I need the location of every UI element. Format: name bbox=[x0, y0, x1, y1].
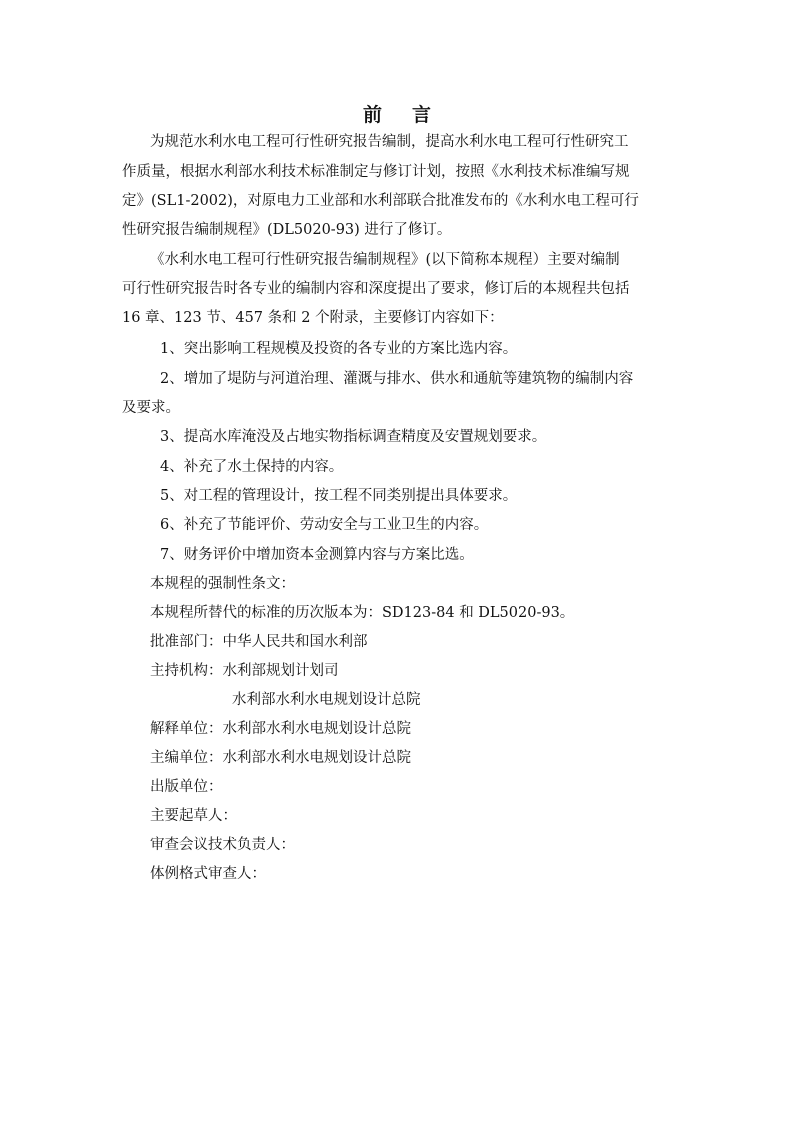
host-org-2: 水利部水利水电规划设计总院 bbox=[232, 692, 421, 708]
para1-line-1: 为规范水利水电工程可行性研究报告编制，提高水利水电工程可行性研究工 bbox=[150, 134, 629, 150]
mandatory-clauses: 本规程的强制性条文： bbox=[150, 576, 295, 592]
title-char-2: 言 bbox=[412, 104, 432, 126]
main-drafters: 主要起草人： bbox=[150, 808, 237, 824]
list-item-2-cont: 及要求。 bbox=[122, 400, 180, 416]
page-title bbox=[0, 100, 794, 127]
host-org: 主持机构：水利部规划计划司 bbox=[150, 663, 339, 679]
interpret-unit: 解释单位：水利部水利水电规划设计总院 bbox=[150, 721, 411, 737]
editor-unit: 主编单位：水利部水利水电规划设计总院 bbox=[150, 750, 411, 766]
list-item-5: 5、对工程的管理设计，按工程不同类别提出具体要求。 bbox=[160, 488, 518, 504]
para1-line-3: 定》(SL1-2002)，对原电力工业部和水利部联合批准发布的《水利水电工程可行 bbox=[122, 193, 639, 209]
para1-line-2: 作质量，根据水利部水利技术标准制定与修订计划，按照《水利技术标准编写规 bbox=[122, 164, 630, 180]
replaced-versions: 本规程所替代的标准的历次版本为：SD123-84 和 DL5020-93。 bbox=[150, 605, 575, 621]
list-item-3: 3、提高水库淹没及占地实物指标调查精度及安置规划要求。 bbox=[160, 429, 547, 445]
title-char-1: 前 bbox=[362, 104, 382, 126]
para2-line-1: 《水利水电工程可行性研究报告编制规程》(以下简称本规程）主要对编制 bbox=[150, 252, 620, 268]
list-item-4: 4、补充了水土保持的内容。 bbox=[160, 459, 344, 475]
format-reviewer: 体例格式审查人： bbox=[150, 866, 266, 882]
para1-line-4: 性研究报告编制规程》(DL5020-93) 进行了修订。 bbox=[122, 222, 452, 238]
list-item-6: 6、补充了节能评价、劳动安全与工业卫生的内容。 bbox=[160, 517, 489, 533]
para2-line-3: 16 章、123 节、457 条和 2 个附录，主要修订内容如下： bbox=[122, 310, 504, 326]
list-item-1: 1、突出影响工程规模及投资的各专业的方案比选内容。 bbox=[160, 341, 518, 357]
review-tech-lead: 审查会议技术负责人： bbox=[150, 837, 295, 853]
para2-line-2: 可行性研究报告时各专业的编制内容和深度提出了要求，修订后的本规程共包括 bbox=[122, 281, 630, 297]
publisher-unit: 出版单位： bbox=[150, 779, 223, 795]
approval-dept: 批准部门：中华人民共和国水利部 bbox=[150, 634, 368, 650]
list-item-7: 7、财务评价中增加资本金测算内容与方案比选。 bbox=[160, 547, 474, 563]
list-item-2: 2、增加了堤防与河道治理、灌溉与排水、供水和通航等建筑物的编制内容 bbox=[160, 371, 634, 387]
